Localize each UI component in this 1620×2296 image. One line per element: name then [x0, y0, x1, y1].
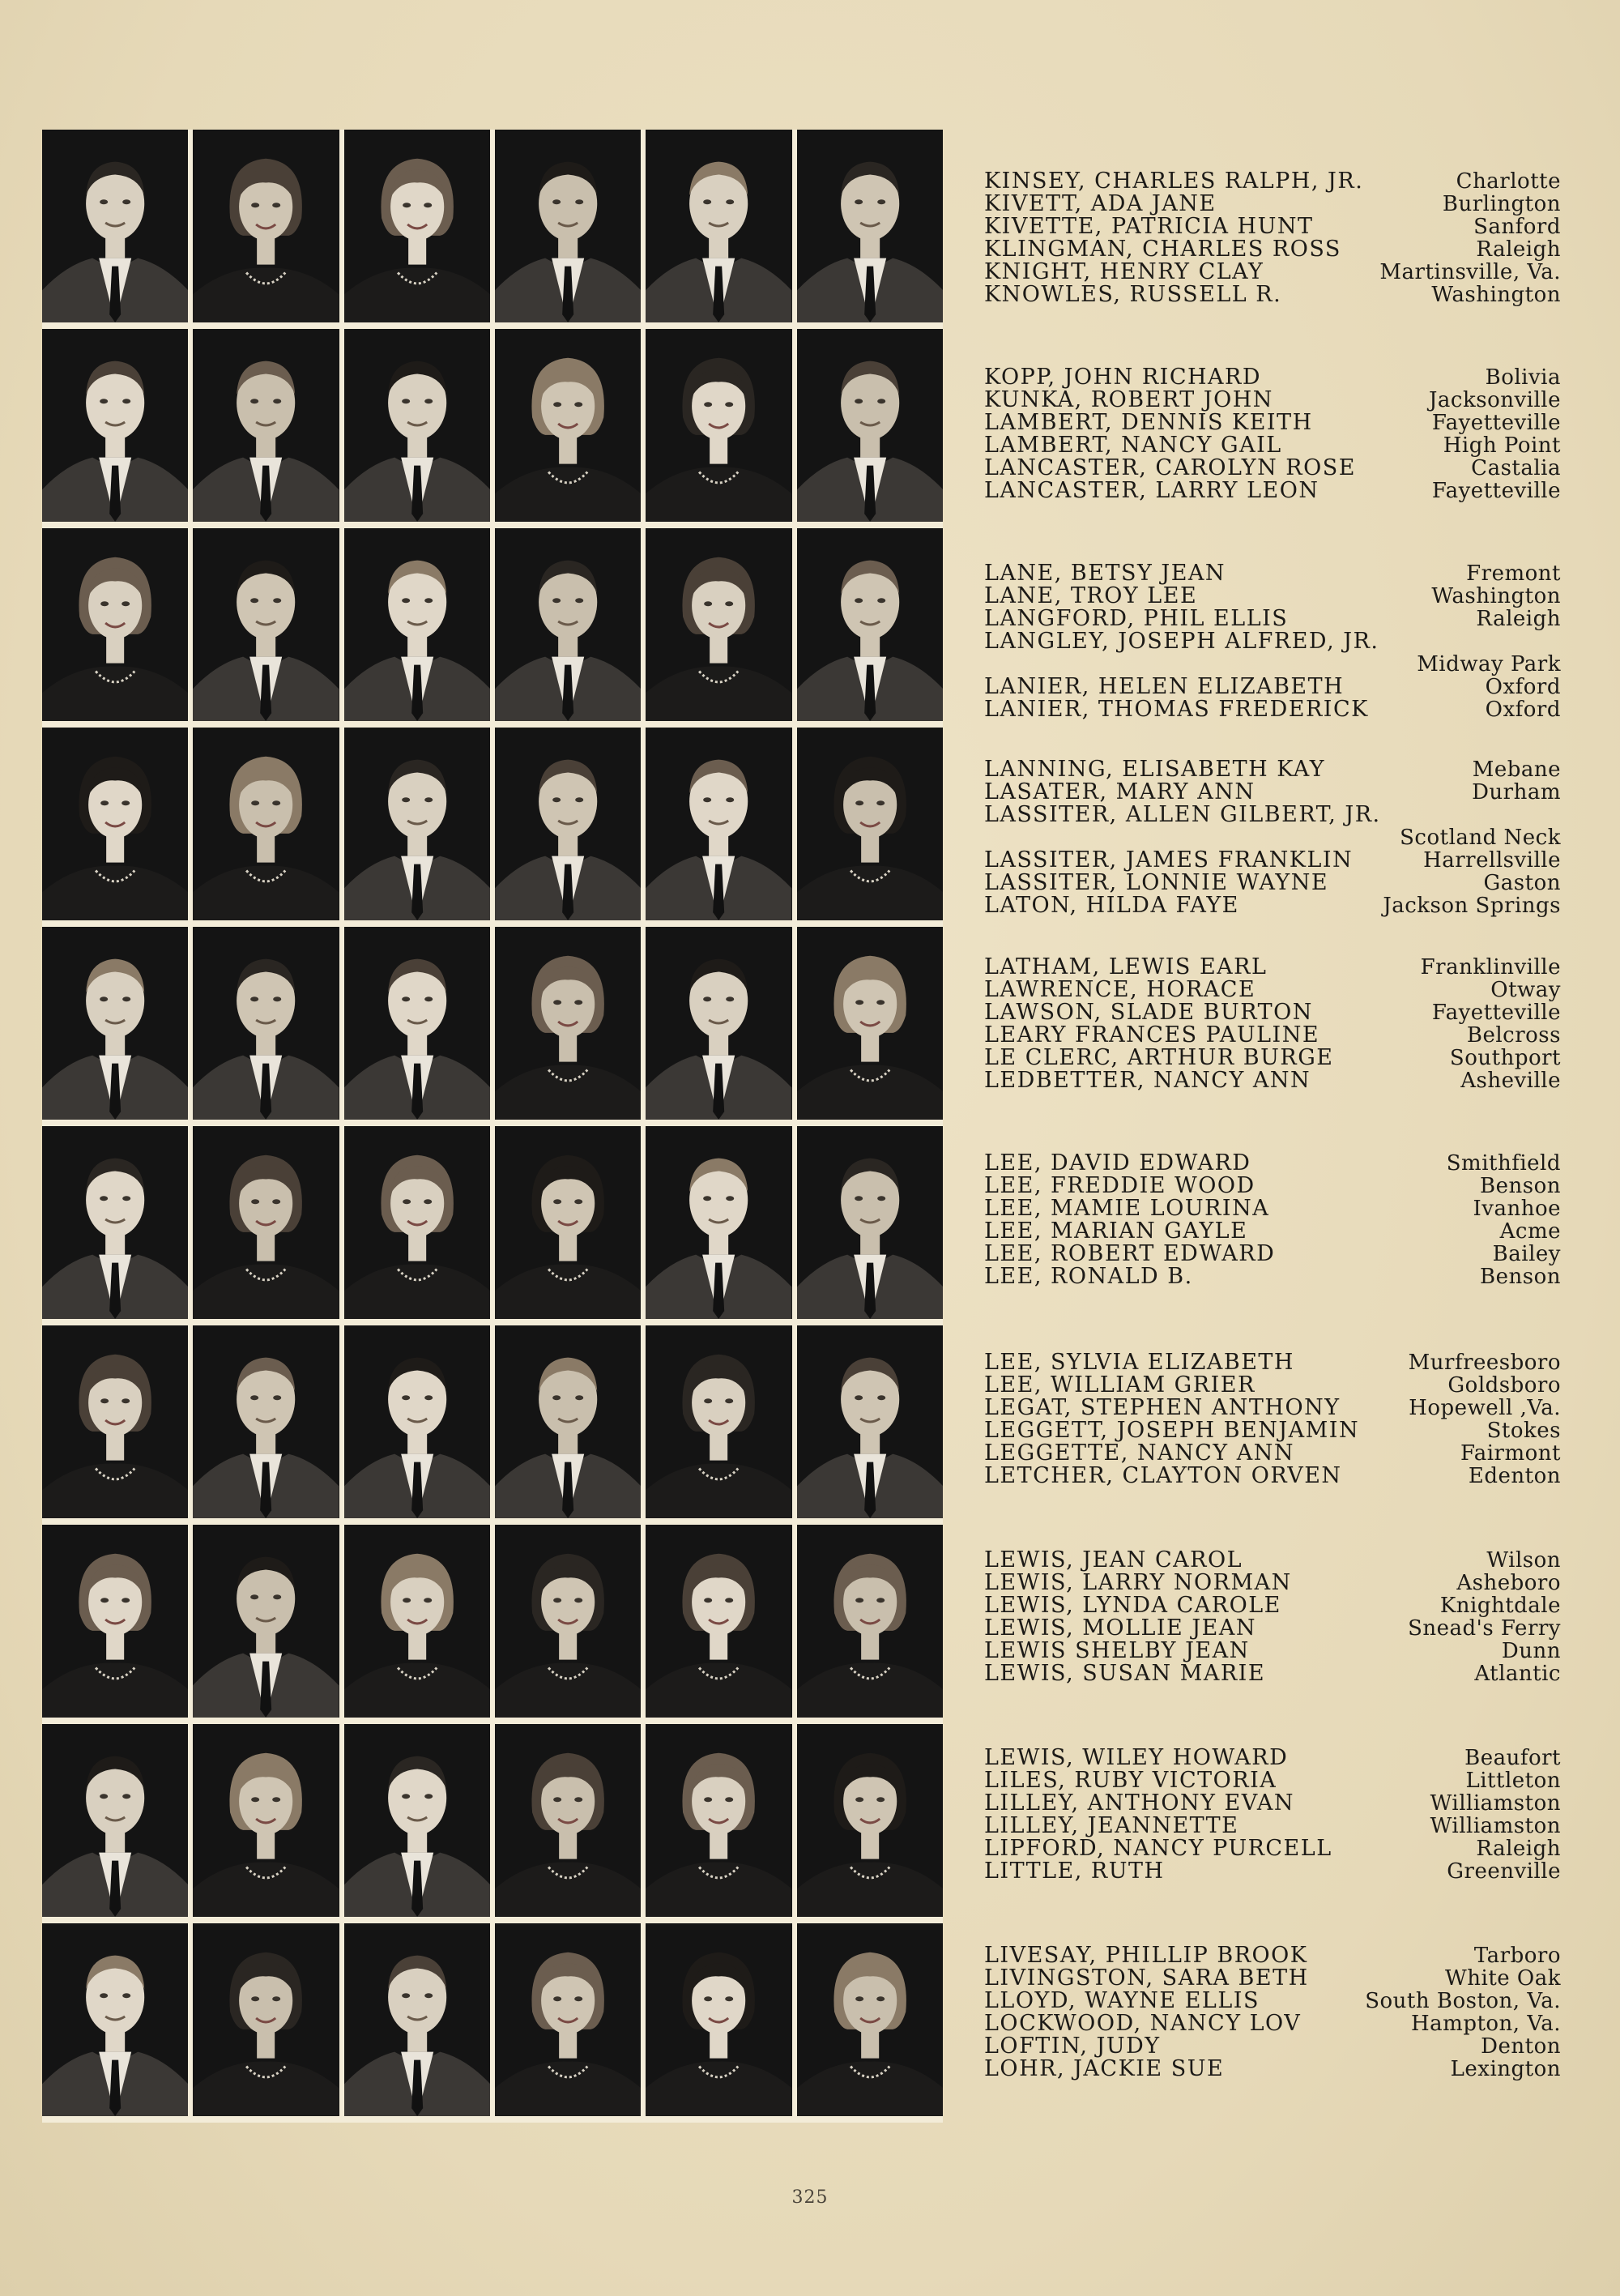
student-entry: [984, 1397, 1561, 1419]
student-hometown: Asheboro: [1456, 1571, 1561, 1595]
student-entry: [984, 758, 1561, 781]
student-name: LASATER, MARY ANN: [984, 779, 1256, 804]
student-portrait: [646, 1923, 791, 2116]
student-entry: [984, 1465, 1561, 1487]
student-name: LILLEY, JEANNETTE: [984, 1813, 1239, 1838]
student-entry: [984, 1419, 1561, 1442]
student-entry: [984, 1047, 1561, 1069]
student-name: LLOYD, WAYNE ELLIS: [984, 1988, 1260, 2013]
student-hometown: Greenville: [1447, 1859, 1561, 1884]
student-hometown: Raleigh: [1476, 237, 1561, 262]
student-portrait: [344, 728, 490, 920]
student-hometown: Fayetteville: [1431, 479, 1561, 503]
student-hometown: Otway: [1490, 978, 1561, 1002]
student-name: LEGGETTE, NANCY ANN: [984, 1440, 1294, 1466]
student-portrait: [193, 1923, 339, 2116]
student-name: LEWIS, LYNDA CAROLE: [984, 1593, 1281, 1618]
student-entry: [984, 676, 1561, 698]
student-hometown: Belcross: [1466, 1023, 1561, 1048]
student-name: LOHR, JACKIE SUE: [984, 2056, 1225, 2081]
student-hometown: Jackson Springs: [1383, 894, 1561, 918]
student-hometown: Fayetteville: [1431, 411, 1561, 435]
student-name: LASSITER, ALLEN GILBERT, JR.: [984, 802, 1381, 827]
student-entry: [984, 1175, 1561, 1197]
student-entry: [984, 1747, 1561, 1769]
student-entry: [984, 170, 1561, 193]
student-hometown: Hampton, Va.: [1410, 2012, 1561, 2036]
student-hometown: Bailey: [1492, 1242, 1561, 1266]
student-entry: [984, 1944, 1561, 1967]
student-name: LANCASTER, CAROLYN ROSE: [984, 455, 1356, 480]
name-group: [984, 562, 1561, 721]
student-hometown: Jacksonville: [1428, 388, 1561, 412]
student-entry: [984, 389, 1561, 412]
student-name: LEGGETT, JOSEPH BENJAMIN: [984, 1418, 1360, 1443]
student-name: LEWIS, LARRY NORMAN: [984, 1570, 1292, 1595]
student-name: LEWIS, MOLLIE JEAN: [984, 1615, 1257, 1641]
student-hometown: Ivanhoe: [1473, 1197, 1561, 1221]
student-name: LANE, BETSY JEAN: [984, 561, 1226, 586]
student-portrait: [344, 1525, 490, 1718]
student-hometown: Williamston: [1430, 1791, 1561, 1816]
student-hometown: Edenton: [1468, 1464, 1561, 1488]
student-hometown: Wilson: [1486, 1548, 1561, 1573]
student-hometown: Williamston: [1430, 1814, 1561, 1838]
student-portrait: [344, 329, 490, 522]
student-hometown: Knightdale: [1439, 1594, 1561, 1618]
student-entry: [984, 1024, 1561, 1047]
student-hometown: Asheville: [1460, 1069, 1561, 1093]
student-hometown: Hopewell ,Va.: [1409, 1396, 1561, 1420]
student-entry: [984, 1220, 1561, 1243]
student-hometown: Benson: [1480, 1174, 1561, 1198]
student-name: LETCHER, CLAYTON ORVEN: [984, 1463, 1342, 1488]
student-entry: [984, 1001, 1561, 1024]
student-hometown: Lexington: [1450, 2057, 1561, 2081]
student-name: LAWSON, SLADE BURTON: [984, 1000, 1313, 1025]
name-group: [984, 170, 1561, 306]
student-name: LOCKWOOD, NANCY LOV: [984, 2011, 1302, 2036]
student-name: LANIER, THOMAS FREDERICK: [984, 697, 1369, 722]
student-name: KNOWLES, RUSSELL R.: [984, 282, 1282, 307]
student-name: LAWRENCE, HORACE: [984, 977, 1256, 1002]
student-name: KIVETTE, PATRICIA HUNT: [984, 214, 1314, 239]
student-portrait: [646, 1724, 791, 1917]
student-name: LANNING, ELISABETH KAY: [984, 757, 1326, 782]
student-entry: [984, 894, 1561, 917]
name-group: [984, 758, 1561, 917]
student-portrait: [495, 927, 641, 1120]
student-entry: [984, 1243, 1561, 1265]
student-name: LANGLEY, JOSEPH ALFRED, JR.: [984, 629, 1379, 654]
student-portrait: [42, 1923, 188, 2116]
student-entry: [984, 804, 1561, 826]
student-entry: [984, 585, 1561, 608]
student-entry: [984, 1549, 1561, 1572]
student-hometown: Scotland Neck: [1400, 826, 1561, 850]
student-entry: [984, 826, 1561, 849]
portrait-row: [42, 1325, 943, 1518]
student-name: LEARY FRANCES PAULINE: [984, 1022, 1320, 1048]
student-name: LANCASTER, LARRY LEON: [984, 478, 1319, 503]
student-portrait: [495, 528, 641, 721]
student-portrait: [193, 329, 339, 522]
student-name: LANE, TROY LEE: [984, 583, 1198, 608]
student-hometown: Martinsville, Va.: [1379, 260, 1561, 284]
student-hometown: Washington: [1431, 283, 1561, 307]
student-entry: [984, 2012, 1561, 2035]
student-name: LANIER, HELEN ELIZABETH: [984, 674, 1345, 699]
student-portrait: [797, 1525, 943, 1718]
student-entry: [984, 872, 1561, 894]
student-portrait: [797, 1126, 943, 1319]
student-hometown: Charlotte: [1456, 169, 1561, 194]
student-entry: [984, 698, 1561, 721]
student-hometown: Midway Park: [1417, 652, 1561, 676]
student-portrait: [646, 329, 791, 522]
student-portrait: [42, 728, 188, 920]
student-name: LEWIS, SUSAN MARIE: [984, 1661, 1266, 1686]
student-portrait: [495, 728, 641, 920]
name-group: [984, 1351, 1561, 1487]
portrait-row: [42, 528, 943, 721]
portrait-row: [42, 927, 943, 1120]
student-hometown: Acme: [1499, 1219, 1561, 1244]
student-entry: [984, 849, 1561, 872]
student-portrait: [193, 728, 339, 920]
student-portrait: [42, 927, 188, 1120]
student-entry: [984, 956, 1561, 979]
student-portrait: [193, 1126, 339, 1319]
student-hometown: Denton: [1481, 2034, 1561, 2059]
student-name: LILES, RUBY VICTORIA: [984, 1768, 1277, 1793]
student-entry: [984, 1617, 1561, 1640]
portrait-row: [42, 1923, 943, 2116]
student-entry: [984, 1769, 1561, 1792]
student-portrait: [797, 130, 943, 322]
student-entry: [984, 1572, 1561, 1594]
student-portrait: [344, 1724, 490, 1917]
student-name: LIPFORD, NANCY PURCELL: [984, 1836, 1332, 1861]
student-entry: [984, 1815, 1561, 1837]
portrait-row: [42, 1724, 943, 1917]
student-entry: [984, 1374, 1561, 1397]
student-entry: [984, 979, 1561, 1001]
student-entry: [984, 238, 1561, 261]
student-name: LEDBETTER, NANCY ANN: [984, 1068, 1311, 1093]
student-hometown: Snead's Ferry: [1408, 1616, 1561, 1641]
student-portrait: [495, 1525, 641, 1718]
student-name: LEWIS, JEAN CAROL: [984, 1547, 1243, 1573]
student-name: KINSEY, CHARLES RALPH, JR.: [984, 169, 1364, 194]
student-hometown: Harrellsville: [1423, 848, 1561, 873]
student-name: LEE, DAVID EDWARD: [984, 1150, 1251, 1176]
student-portrait: [797, 528, 943, 721]
student-entry: [984, 1152, 1561, 1175]
student-name: LEGAT, STEPHEN ANTHONY: [984, 1395, 1341, 1420]
student-portrait: [495, 1126, 641, 1319]
portrait-row: [42, 728, 943, 920]
student-entry: [984, 434, 1561, 457]
student-entry: [984, 1442, 1561, 1465]
portrait-row: [42, 1126, 943, 1319]
student-hometown: Smithfield: [1446, 1151, 1561, 1176]
student-entry: [984, 1069, 1561, 1092]
page-number: 325: [791, 2187, 829, 2208]
student-entry: [984, 1967, 1561, 1990]
student-hometown: Fairmont: [1460, 1441, 1561, 1466]
student-name: LAMBERT, DENNIS KEITH: [984, 410, 1313, 435]
name-group: [984, 366, 1561, 502]
student-portrait: [797, 927, 943, 1120]
student-entry: [984, 562, 1561, 585]
student-portrait: [193, 130, 339, 322]
student-name: LILLEY, ANTHONY EVAN: [984, 1790, 1295, 1816]
student-portrait: [344, 528, 490, 721]
student-name: LEE, WILLIAM GRIER: [984, 1372, 1256, 1398]
student-name: LE CLERC, ARTHUR BURGE: [984, 1045, 1334, 1070]
student-entry: [984, 261, 1561, 284]
student-entry: [984, 1792, 1561, 1815]
student-portrait: [495, 1325, 641, 1518]
student-entry: [984, 366, 1561, 389]
name-group: [984, 1152, 1561, 1288]
student-hometown: Raleigh: [1476, 607, 1561, 631]
student-portrait: [797, 1325, 943, 1518]
name-group: [984, 1944, 1561, 2080]
student-portrait: [42, 1525, 188, 1718]
student-portrait: [646, 1126, 791, 1319]
student-hometown: Gaston: [1483, 871, 1561, 895]
student-portrait: [495, 130, 641, 322]
student-name: KOPP, JOHN RICHARD: [984, 365, 1261, 390]
student-portrait: [193, 1325, 339, 1518]
student-portrait: [344, 1325, 490, 1518]
student-name: LANGFORD, PHIL ELLIS: [984, 606, 1289, 631]
student-portrait: [42, 1724, 188, 1917]
student-hometown: Bolivia: [1485, 365, 1561, 390]
student-hometown: Oxford: [1485, 675, 1561, 699]
student-hometown: High Point: [1443, 433, 1561, 458]
student-name: LASSITER, JAMES FRANKLIN: [984, 847, 1354, 873]
student-hometown: Washington: [1431, 584, 1561, 608]
student-entry: [984, 1837, 1561, 1860]
student-portrait: [193, 927, 339, 1120]
student-entry: [984, 1860, 1561, 1883]
student-portrait: [797, 1923, 943, 2116]
student-name: LEWIS, WILEY HOWARD: [984, 1745, 1289, 1770]
student-name: LOFTIN, JUDY: [984, 2034, 1161, 2059]
student-name: LIVINGSTON, SARA BETH: [984, 1965, 1309, 1991]
student-portrait: [42, 1126, 188, 1319]
student-hometown: Oxford: [1485, 698, 1561, 722]
student-name: LITTLE, RUTH: [984, 1859, 1165, 1884]
student-hometown: Littleton: [1465, 1769, 1561, 1793]
student-entry: [984, 1351, 1561, 1374]
student-entry: [984, 1197, 1561, 1220]
student-portrait: [797, 329, 943, 522]
student-hometown: Castalia: [1471, 456, 1561, 480]
student-portrait: [495, 329, 641, 522]
student-name: LAMBERT, NANCY GAIL: [984, 433, 1282, 458]
student-portrait: [42, 329, 188, 522]
student-entry: [984, 284, 1561, 306]
student-portrait: [344, 1923, 490, 2116]
name-group: [984, 1549, 1561, 1685]
student-name: LEE, SYLVIA ELIZABETH: [984, 1350, 1294, 1375]
student-entry: [984, 457, 1561, 480]
student-name: LATHAM, LEWIS EARL: [984, 954, 1268, 979]
student-name: LEE, FREDDIE WOOD: [984, 1173, 1256, 1198]
student-hometown: White Oak: [1445, 1966, 1561, 1991]
student-entry: [984, 480, 1561, 502]
student-portrait: [495, 1724, 641, 1917]
student-portrait: [42, 528, 188, 721]
student-name: LEE, MARIAN GAYLE: [984, 1218, 1248, 1244]
student-entry: [984, 1265, 1561, 1288]
student-hometown: Burlington: [1442, 192, 1561, 216]
name-group: [984, 1747, 1561, 1883]
student-hometown: Franklinville: [1420, 955, 1561, 979]
student-portrait: [797, 1724, 943, 1917]
student-portrait: [797, 728, 943, 920]
student-entry: [984, 1640, 1561, 1662]
student-name: LASSITER, LONNIE WAYNE: [984, 870, 1329, 895]
name-group: [984, 956, 1561, 1092]
student-hometown: Fremont: [1466, 561, 1561, 586]
student-hometown: Benson: [1480, 1265, 1561, 1289]
student-entry: [984, 2035, 1561, 2058]
student-portrait: [193, 1525, 339, 1718]
student-portrait: [193, 528, 339, 721]
student-hometown: Goldsboro: [1447, 1373, 1561, 1398]
student-name: KNIGHT, HENRY CLAY: [984, 259, 1264, 284]
student-entry: [984, 193, 1561, 216]
student-hometown: Mebane: [1472, 758, 1561, 782]
student-portrait: [495, 1923, 641, 2116]
student-name: LATON, HILDA FAYE: [984, 893, 1239, 918]
student-entry: [984, 653, 1561, 676]
student-name: LEE, MAMIE LOURINA: [984, 1196, 1270, 1221]
student-name: LEE, ROBERT EDWARD: [984, 1241, 1276, 1266]
student-hometown: Murfreesboro: [1408, 1351, 1561, 1375]
student-hometown: Durham: [1472, 780, 1561, 804]
student-entry: [984, 1662, 1561, 1685]
student-portrait: [646, 130, 791, 322]
student-entry: [984, 216, 1561, 238]
student-portrait: [646, 528, 791, 721]
student-entry: [984, 630, 1561, 653]
student-hometown: Dunn: [1501, 1639, 1561, 1663]
student-name: LEWIS SHELBY JEAN: [984, 1638, 1250, 1663]
student-portrait: [344, 927, 490, 1120]
portrait-row: [42, 130, 943, 322]
student-name: KLINGMAN, CHARLES ROSS: [984, 237, 1341, 262]
student-portrait: [646, 728, 791, 920]
student-hometown: Fayetteville: [1431, 1001, 1561, 1025]
student-hometown: Tarboro: [1473, 1944, 1561, 1968]
student-hometown: Atlantic: [1474, 1662, 1561, 1686]
student-portrait: [344, 1126, 490, 1319]
student-entry: [984, 412, 1561, 434]
student-name: KUNKA, ROBERT JOHN: [984, 387, 1273, 412]
portrait-row: [42, 329, 943, 522]
student-name: KIVETT, ADA JANE: [984, 191, 1217, 216]
student-name: LEE, RONALD B.: [984, 1264, 1193, 1289]
student-portrait: [646, 927, 791, 1120]
student-hometown: Southport: [1449, 1046, 1561, 1070]
portrait-row: [42, 1525, 943, 1718]
student-portrait: [646, 1325, 791, 1518]
student-hometown: Sanford: [1473, 215, 1561, 239]
student-entry: [984, 1594, 1561, 1617]
student-hometown: South Boston, Va.: [1365, 1989, 1561, 2013]
student-hometown: Raleigh: [1476, 1837, 1561, 1861]
student-entry: [984, 781, 1561, 804]
student-portrait: [646, 1525, 791, 1718]
student-portrait: [42, 1325, 188, 1518]
student-entry: [984, 1990, 1561, 2012]
student-name: LIVESAY, PHILLIP BROOK: [984, 1943, 1308, 1968]
student-entry: [984, 2058, 1561, 2080]
student-portrait: [344, 130, 490, 322]
student-portrait: [193, 1724, 339, 1917]
student-entry: [984, 608, 1561, 630]
student-hometown: Beaufort: [1464, 1746, 1561, 1770]
student-portrait: [42, 130, 188, 322]
student-hometown: Stokes: [1486, 1419, 1561, 1443]
portrait-grid: [42, 130, 943, 2123]
